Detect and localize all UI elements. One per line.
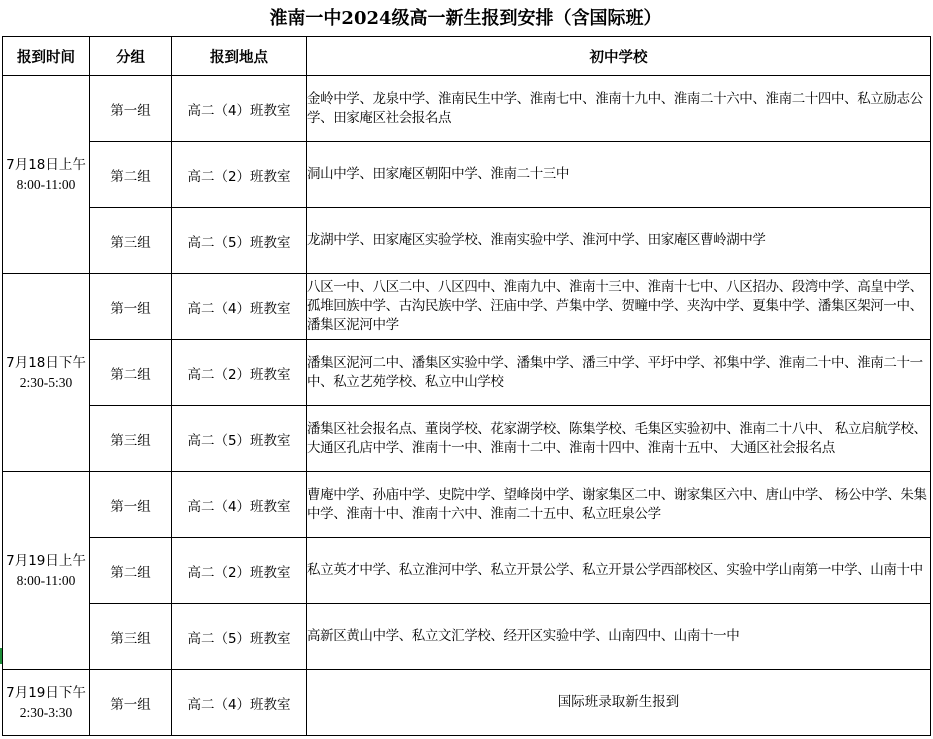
group-cell: 第三组 [90, 208, 172, 274]
table-row [3, 670, 931, 736]
time-cell [3, 472, 90, 670]
table-row [3, 76, 931, 142]
group-cell: 第二组 [90, 142, 172, 208]
table-row [3, 142, 931, 208]
time-cell [3, 670, 90, 736]
group-cell: 第三组 [90, 604, 172, 670]
schools-cell: 八区一中、八区二中、八区四中、淮南九中、淮南十三中、淮南十七中、八区招办、段湾中学、高皇中学、孤堆回族中学、古沟民族中学、汪庙中学、芦集中学、贺疃中学、夹沟中学、夏集中学、潘集区架河一中、潘集区泥河中学 [307, 274, 931, 340]
time-hours: 8:00-11:00 [16, 572, 76, 588]
time-date: 7月18日下午 [6, 354, 86, 371]
place-cell: 高二（2）班教室 [172, 142, 307, 208]
schools-cell: 龙湖中学、田家庵区实验学校、淮南实验中学、淮河中学、田家庵区曹岭湖中学 [307, 208, 931, 274]
group-cell: 第一组 [90, 472, 172, 538]
group-cell: 第二组 [90, 340, 172, 406]
table-row [3, 274, 931, 340]
schools-cell: 国际班录取新生报到 [307, 670, 931, 736]
time-hours: 8:00-11:00 [16, 176, 76, 192]
table-row [3, 538, 931, 604]
place-cell: 高二（4）班教室 [172, 274, 307, 340]
header-group: 分组 [90, 37, 172, 76]
time-hours: 2:30-3:30 [19, 704, 73, 720]
place-cell: 高二（5）班教室 [172, 208, 307, 274]
place-cell: 高二（4）班教室 [172, 472, 307, 538]
table-row [3, 472, 931, 538]
time-date: 7月18日上午 [6, 156, 86, 173]
group-cell: 第一组 [90, 274, 172, 340]
schools-cell: 私立英才中学、私立淮河中学、私立开景公学、私立开景公学西部校区、实验中学山南第一中学、山南十中 [307, 538, 931, 604]
header-schools: 初中学校 [307, 37, 931, 76]
table-row [3, 604, 931, 670]
schools-cell: 高新区黄山中学、私立文汇学校、经开区实验中学、山南四中、山南十一中 [307, 604, 931, 670]
schools-cell: 潘集区社会报名点、董岗学校、花家湖学校、陈集学校、毛集区实验初中、淮南二十八中、 私立启航学校、大通区孔店中学、淮南十一中、淮南十二中、淮南十四中、淮南十五中、 大通区社会报名点 [307, 406, 931, 472]
page-title: 淮南一中2024级高一新生报到安排（含国际班） [269, 8, 662, 29]
time-date: 7月19日下午 [6, 684, 86, 701]
time-hours: 2:30-5:30 [19, 374, 73, 390]
group-cell: 第一组 [90, 76, 172, 142]
schools-cell: 潘集区泥河二中、潘集区实验中学、潘集中学、潘三中学、平圩中学、祁集中学、淮南二十中、淮南二十一中、私立艺苑学校、私立中山学校 [307, 340, 931, 406]
table-row [3, 406, 931, 472]
group-cell: 第一组 [90, 670, 172, 736]
header-row [3, 37, 931, 76]
time-cell [3, 274, 90, 472]
place-cell: 高二（4）班教室 [172, 670, 307, 736]
schools-cell: 曹庵中学、孙庙中学、史院中学、望峰岗中学、谢家集区二中、谢家集区六中、唐山中学、 杨公中学、朱集中学、淮南十中、淮南十六中、淮南二十五中、私立旺泉公学 [307, 472, 931, 538]
registration-table [2, 36, 931, 736]
place-cell: 高二（5）班教室 [172, 406, 307, 472]
place-cell: 高二（2）班教室 [172, 340, 307, 406]
time-date: 7月19日上午 [6, 552, 86, 569]
place-cell: 高二（5）班教室 [172, 604, 307, 670]
selection-edge-marker [0, 648, 2, 664]
place-cell: 高二（2）班教室 [172, 538, 307, 604]
table-row [3, 208, 931, 274]
schools-cell: 金岭中学、龙泉中学、淮南民生中学、淮南七中、淮南十九中、淮南二十六中、淮南二十四中、私立励志公学、田家庵区社会报名点 [307, 76, 931, 142]
header-time: 报到时间 [3, 37, 90, 76]
table-row [3, 340, 931, 406]
header-place: 报到地点 [172, 37, 307, 76]
group-cell: 第二组 [90, 538, 172, 604]
place-cell: 高二（4）班教室 [172, 76, 307, 142]
time-cell [3, 76, 90, 274]
schools-cell: 洞山中学、田家庵区朝阳中学、淮南二十三中 [307, 142, 931, 208]
group-cell: 第三组 [90, 406, 172, 472]
